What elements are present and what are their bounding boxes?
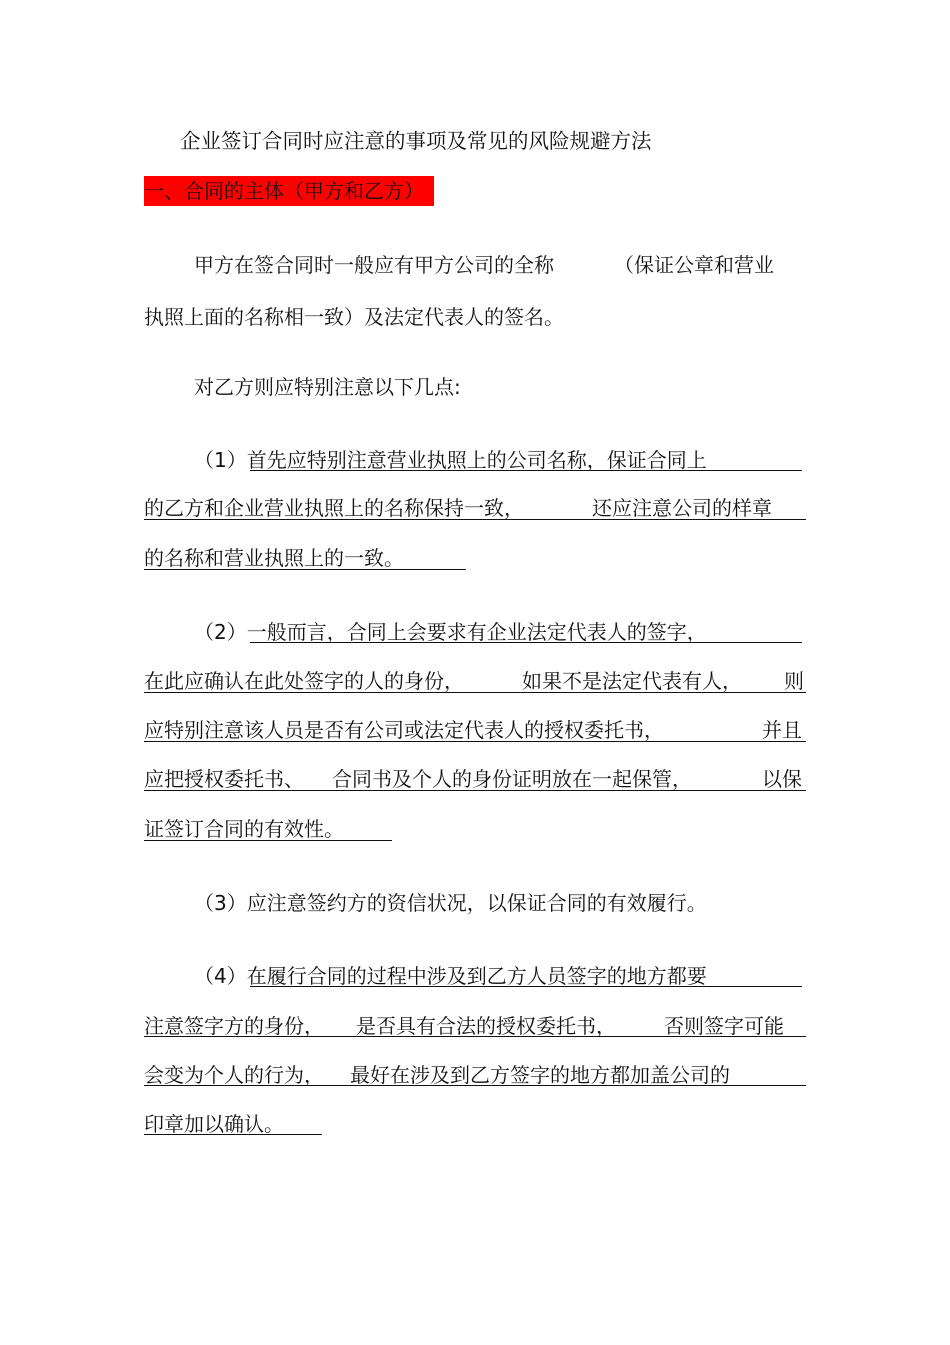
item-2-line-2-a: 在此应确认在此处签字的人的身份， xyxy=(144,669,464,693)
item-2-line-3-b: 并且 xyxy=(762,718,802,742)
item-2-line-4-b: 合同书及个人的身份证明放在一起保管， xyxy=(332,767,692,791)
item-2-line-3 xyxy=(144,716,806,744)
item-3-prefix: （3） xyxy=(194,891,247,915)
item-4-line-3-a: 会变为个人的行为， xyxy=(144,1063,324,1087)
item-2-line-5: 证签订合同的有效性。 xyxy=(144,817,344,841)
item-2-line-1-text: 一般而言，合同上会要求有企业法定代表人的签字， xyxy=(246,620,707,644)
item-4-line-2-b: 是否具有合法的授权委托书， xyxy=(356,1014,616,1038)
item-2-underline-2 xyxy=(144,692,806,693)
item-1-line-2-right: 还应注意公司的样章 xyxy=(592,496,772,520)
item-1-underline-1 xyxy=(250,470,802,471)
item-4-line-3-b: 最好在涉及到乙方签字的地方都加盖公司的 xyxy=(350,1063,730,1087)
item-2-line-4 xyxy=(144,765,806,793)
item-2-line-3-a: 应特别注意该人员是否有公司或法定代表人的授权委托书， xyxy=(144,718,664,742)
section-heading-contract-parties: 一、合同的主体（甲方和乙方） xyxy=(144,176,434,206)
paragraph-party-a-line-1 xyxy=(194,251,854,279)
item-4-prefix: （4） xyxy=(194,964,247,988)
paragraph-party-b-intro: 对乙方则应特别注意以下几点: xyxy=(194,375,461,399)
item-4-line-2-c: 否则签字可能 xyxy=(664,1014,784,1038)
item-1-underline-3 xyxy=(144,569,466,570)
item-4-underline-1 xyxy=(250,986,802,987)
item-4-line-4: 印章加以确认。 xyxy=(144,1112,284,1136)
item-4-line-1-text: 在履行合同的过程中涉及到乙方人员签字的地方都要 xyxy=(246,964,707,988)
item-2-prefix: （2） xyxy=(194,620,247,644)
document-title: 企业签订合同时应注意的事项及常见的风险规避方法 xyxy=(180,129,652,153)
item-2-underline-5 xyxy=(144,840,392,841)
paragraph-party-a-line-1-left: 甲方在签合同时一般应有甲方公司的全称 xyxy=(194,253,554,277)
item-4-underline-3 xyxy=(144,1085,806,1086)
item-2-line-4-c: 以保 xyxy=(762,767,802,791)
item-3-line-1 xyxy=(194,889,707,917)
item-4-underline-4 xyxy=(144,1134,322,1135)
item-2-line-2-c: 则 xyxy=(784,669,804,693)
item-1-line-2 xyxy=(144,494,804,522)
paragraph-party-a-line-1-right: （保证公章和营业 xyxy=(614,253,774,277)
item-3-text: 应注意签约方的资信状况，以保证合同的有效履行。 xyxy=(246,891,707,915)
item-4-line-2-a: 注意签字方的身份， xyxy=(144,1014,324,1038)
item-2-line-2 xyxy=(144,667,806,695)
item-4-underline-2 xyxy=(144,1036,806,1037)
item-1-line-3: 的名称和营业执照上的一致。 xyxy=(144,546,404,570)
item-1-prefix: （1） xyxy=(194,448,247,472)
item-1-line-2-left: 的乙方和企业营业执照上的名称保持一致， xyxy=(144,496,524,520)
item-1-line-1-text: 首先应特别注意营业执照上的公司名称，保证合同上 xyxy=(246,448,707,472)
paragraph-party-a-line-2: 执照上面的名称相一致）及法定代表人的签名。 xyxy=(144,305,564,329)
item-2-underline-3 xyxy=(144,741,806,742)
item-1-underline-2 xyxy=(144,519,806,520)
item-2-line-4-a: 应把授权委托书、 xyxy=(144,767,304,791)
item-2-underline-1 xyxy=(250,642,802,643)
item-2-line-2-b: 如果不是法定代表有人， xyxy=(522,669,742,693)
item-2-underline-4 xyxy=(144,790,806,791)
